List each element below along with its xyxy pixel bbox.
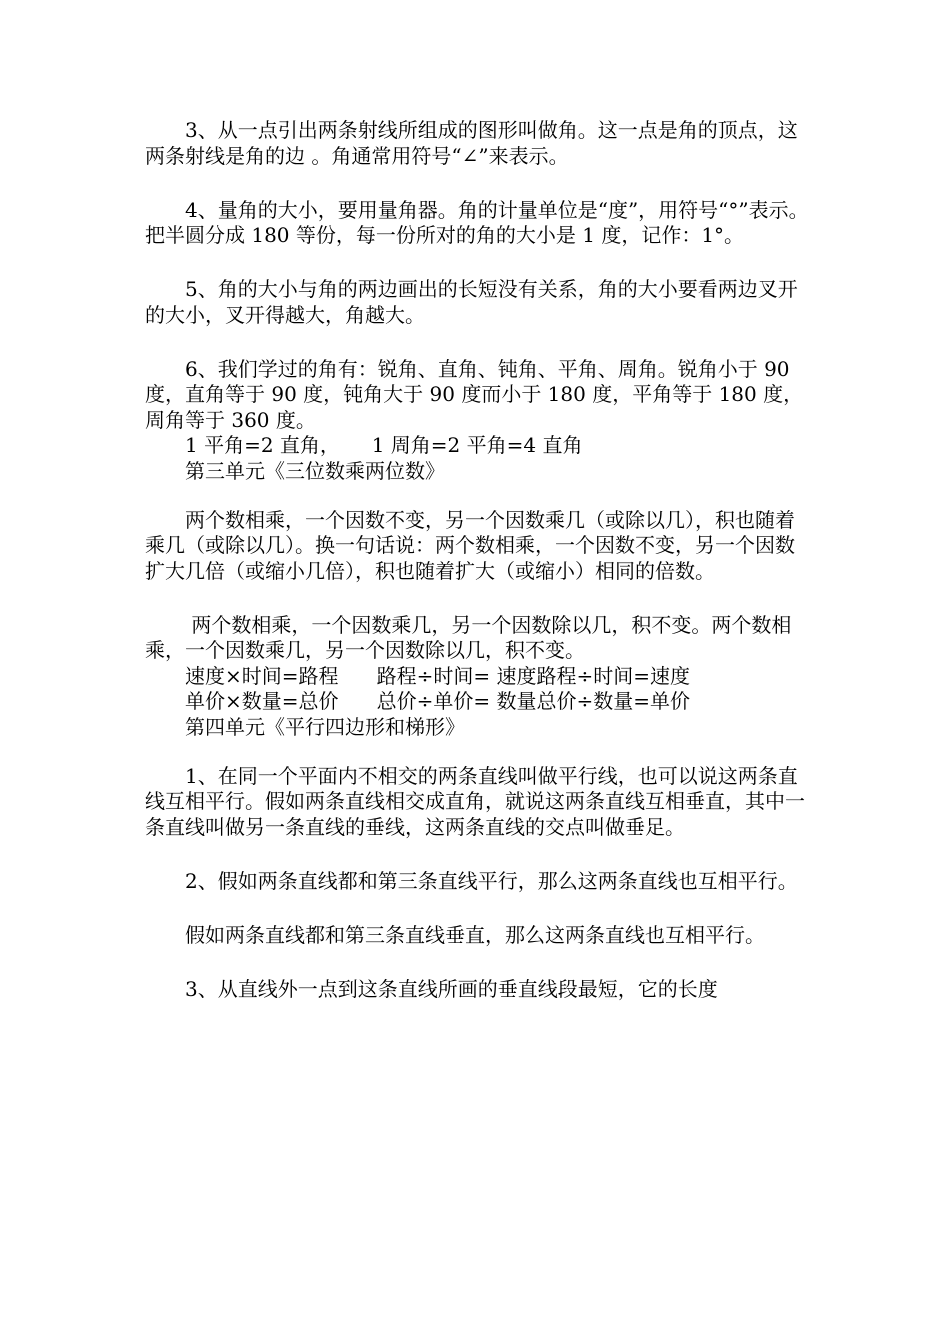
paragraph-angle-definition: 3、从一点引出两条射线所组成的图形叫做角。这一点是角的顶点，这两条射线是角的边 。角通常用符号“∠”来表示。 [145, 118, 798, 168]
section-heading-unit-3: 第三单元《三位数乘两位数》 [185, 458, 445, 483]
document-page [145, 118, 810, 1002]
formula-speed-time-distance: 速度×时间=路程 路程÷时间= 速度路程÷时间=速度 [185, 663, 691, 688]
paragraph-parallel-transitive: 2、假如两条直线都和第三条直线平行，那么这两条直线也互相平行。 [185, 868, 798, 893]
paragraph-product-unchanged: 两个数相乘，一个因数乘几，另一个因数除以几，积不变。两个数相乘，一个因数乘几，另一个因数除以几，积不变。 [145, 612, 792, 662]
section-heading-unit-4: 第四单元《平行四边形和梯形》 [185, 714, 465, 739]
paragraph-perpendicular-parallel: 假如两条直线都和第三条直线垂直，那么这两条直线也互相平行。 [185, 922, 765, 947]
paragraph-product-change: 两个数相乘，一个因数不变，另一个因数乘几（或除以几），积也随着乘几（或除以几）。换一句话说：两个数相乘，一个因数不变，另一个因数扩大几倍（或缩小几倍），积也随着扩大（或缩小）相同的倍数。 [145, 507, 795, 583]
formula-angle-relation: 1 平角=2 直角， 1 周角=2 平角=4 直角 [185, 433, 583, 457]
paragraph-parallel-perpendicular: 1、在同一个平面内不相交的两条直线叫做平行线，也可以说这两条直线互相平行。假如两条直线相交成直角，就说这两条直线互相垂直，其中一条直线叫做另一条直线的垂线，这两条直线的交点叫做垂足。 [145, 763, 805, 839]
paragraph-angle-types: 6、我们学过的角有：锐角、直角、钝角、平角、周角。锐角小于 90 度，直角等于 90 度，钝角大于 90 度而小于 180 度，平角等于 180 度，周角等于 360 度。 [145, 356, 804, 432]
paragraph-angle-measure: 4、量角的大小，要用量角器。角的计量单位是“度”，用符号“°”表示。把半圆分成 180 等份，每一份所对的角的大小是 1 度，记作：1°。 [145, 197, 809, 247]
formula-price-quantity-total: 单价×数量=总价 总价÷单价= 数量总价÷数量=单价 [185, 689, 691, 713]
paragraph-angle-size: 5、角的大小与角的两边画出的长短没有关系，角的大小要看两边叉开的大小，叉开得越大，角越大。 [145, 277, 798, 327]
paragraph-shortest-segment: 3、从直线外一点到这条直线所画的垂直线段最短，它的长度 [185, 976, 718, 1001]
